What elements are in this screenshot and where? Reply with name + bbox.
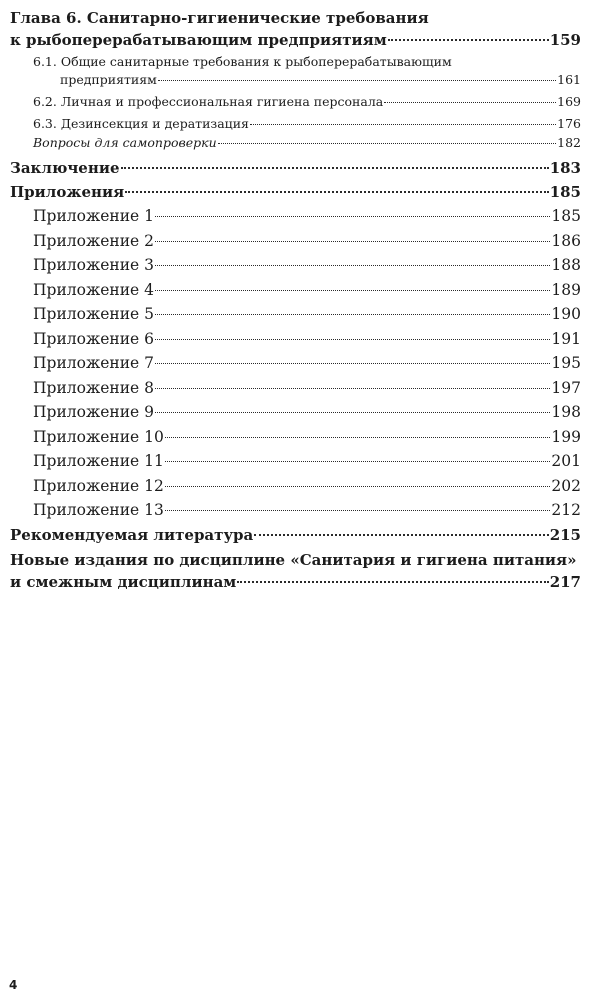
appendix-list bbox=[10, 204, 581, 523]
toc-entry-appendix[interactable] bbox=[10, 302, 581, 327]
dot-leader bbox=[155, 265, 550, 266]
dot-leader bbox=[237, 581, 548, 583]
toc-entry-appendix[interactable] bbox=[10, 327, 581, 352]
page-ref: 198 bbox=[551, 403, 581, 421]
toc-entry-appendix[interactable] bbox=[10, 474, 581, 499]
dot-leader bbox=[165, 437, 551, 438]
section-title: 6.3. Дезинсекция и дератизация bbox=[33, 116, 249, 131]
appendix-label: Приложение 10 bbox=[33, 427, 164, 446]
toc-entry-chapter-6[interactable] bbox=[10, 29, 581, 51]
dot-leader bbox=[155, 241, 550, 242]
appendix-label: Приложение 3 bbox=[33, 256, 155, 274]
entry-title: Заключение bbox=[10, 159, 120, 177]
dot-leader bbox=[155, 412, 550, 413]
page-ref: 159 bbox=[549, 31, 581, 49]
table-of-contents bbox=[10, 7, 581, 593]
dot-leader bbox=[165, 461, 551, 462]
appendix-label: Приложение 1 bbox=[33, 207, 155, 225]
dot-leader bbox=[155, 363, 550, 364]
toc-entry-self-check[interactable] bbox=[10, 134, 581, 152]
page-ref: 199 bbox=[551, 427, 581, 446]
toc-entry-appendix[interactable] bbox=[10, 376, 581, 401]
dot-leader bbox=[125, 191, 548, 193]
dot-leader bbox=[155, 314, 550, 315]
dot-leader bbox=[250, 124, 556, 125]
page-ref: 185 bbox=[551, 207, 581, 225]
toc-entry-appendix[interactable] bbox=[10, 278, 581, 303]
page-ref: 186 bbox=[551, 231, 581, 250]
dot-leader bbox=[388, 39, 549, 41]
appendix-label: Приложение 5 bbox=[33, 305, 155, 323]
page-ref: 201 bbox=[551, 452, 581, 470]
toc-entry-appendix[interactable] bbox=[10, 204, 581, 229]
appendix-label: Приложение 11 bbox=[33, 452, 164, 470]
toc-entry-appendix[interactable] bbox=[10, 229, 581, 254]
dot-leader bbox=[384, 102, 556, 103]
dot-leader bbox=[218, 143, 556, 144]
page-ref: 197 bbox=[551, 378, 581, 397]
page-ref: 202 bbox=[551, 476, 581, 495]
toc-entry-appendix[interactable] bbox=[10, 253, 581, 278]
appendix-label: Приложение 2 bbox=[33, 231, 155, 250]
toc-entry-conclusion[interactable] bbox=[10, 156, 581, 180]
page-ref: 212 bbox=[551, 501, 581, 519]
chapter-6-title-line2: к рыбоперерабатывающим предприятиям bbox=[10, 31, 387, 49]
toc-entry-appendix[interactable] bbox=[10, 400, 581, 425]
page-ref: 169 bbox=[557, 94, 581, 109]
toc-entry-section-6-2[interactable] bbox=[10, 93, 581, 111]
section-title: Вопросы для самопроверки bbox=[33, 135, 217, 150]
appendix-label: Приложение 12 bbox=[33, 476, 164, 495]
toc-entry-literature[interactable] bbox=[10, 523, 581, 547]
dot-leader bbox=[155, 216, 550, 217]
page-ref: 191 bbox=[551, 329, 581, 348]
toc-entry-section-6-1[interactable] bbox=[10, 53, 581, 89]
toc-entry-appendix[interactable] bbox=[10, 449, 581, 474]
dot-leader bbox=[121, 167, 549, 169]
dot-leader bbox=[165, 510, 551, 511]
section-title: 6.2. Личная и профессиональная гигиена персонала bbox=[33, 94, 384, 109]
appendix-label: Приложение 7 bbox=[33, 354, 155, 372]
toc-entry-appendix[interactable] bbox=[10, 425, 581, 450]
page-ref: 176 bbox=[557, 116, 581, 131]
toc-entry-appendix[interactable] bbox=[10, 351, 581, 376]
appendix-label: Приложение 13 bbox=[33, 501, 164, 519]
entry-title: Приложения bbox=[10, 183, 125, 201]
page-ref: 190 bbox=[551, 305, 581, 323]
new-editions-title-line2: и смежным дисциплинам bbox=[10, 572, 237, 591]
toc-entry-new-editions[interactable] bbox=[10, 571, 581, 593]
toc-entry-appendix[interactable] bbox=[10, 498, 581, 523]
appendix-label: Приложение 9 bbox=[33, 403, 155, 421]
appendix-label: Приложение 8 bbox=[33, 378, 155, 397]
dot-leader bbox=[254, 534, 548, 536]
page-ref: 185 bbox=[549, 183, 581, 201]
page-number: 4 bbox=[9, 978, 18, 992]
dot-leader bbox=[155, 388, 550, 389]
entry-title: Рекомендуемая литература bbox=[10, 525, 254, 544]
page-ref: 189 bbox=[551, 280, 581, 299]
new-editions-title-line1: Новые издания по дисциплине «Санитария и гигиена питания» bbox=[10, 550, 577, 569]
section-title-line2: предприятиям bbox=[60, 72, 157, 87]
page-ref: 188 bbox=[551, 256, 581, 274]
page-ref: 161 bbox=[557, 72, 581, 87]
dot-leader bbox=[158, 80, 556, 81]
appendix-label: Приложение 6 bbox=[33, 329, 155, 348]
toc-entry-appendices[interactable] bbox=[10, 180, 581, 204]
appendix-label: Приложение 4 bbox=[33, 280, 155, 299]
page-ref: 215 bbox=[549, 525, 581, 544]
section-title-line1: 6.1. Общие санитарные требования к рыбоперерабатывающим bbox=[33, 54, 452, 69]
page-ref: 195 bbox=[551, 354, 581, 372]
page-ref: 182 bbox=[557, 135, 581, 150]
dot-leader bbox=[155, 339, 550, 340]
dot-leader bbox=[155, 290, 550, 291]
chapter-6-title-line1: Глава 6. Санитарно-гигиенические требования bbox=[10, 9, 429, 27]
dot-leader bbox=[165, 486, 551, 487]
page-ref: 217 bbox=[549, 572, 581, 591]
toc-entry-section-6-3[interactable] bbox=[10, 115, 581, 133]
page-ref: 183 bbox=[549, 159, 581, 177]
